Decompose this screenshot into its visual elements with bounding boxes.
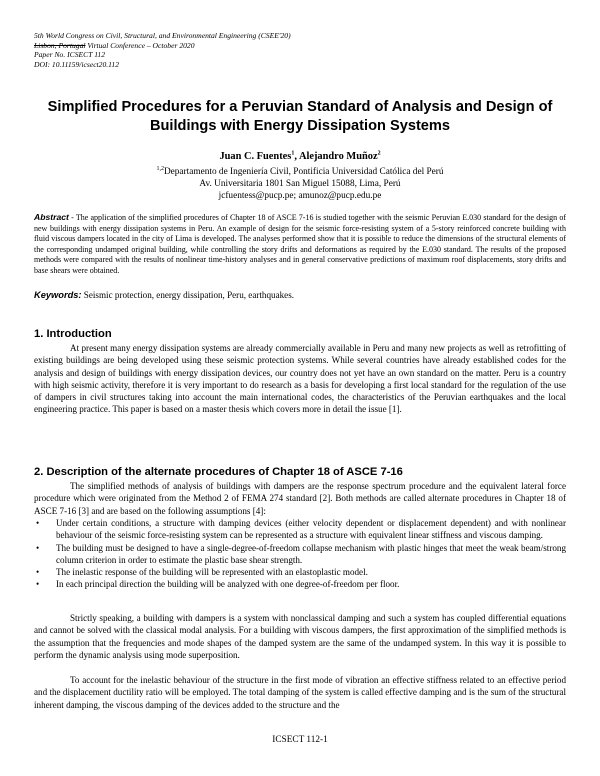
conference-location (34, 41, 291, 51)
author-1: Juan C. Fuentes (219, 151, 292, 162)
list-item: • The building must be designed to have a single-degree-of-freedom collapse mechanism with plastic hinges that meet the weak beam/strong column criterion in order to estimate the plastic base shear strength. (34, 542, 566, 567)
abstract-text: - The application of the simplified procedures of Chapter 18 of ASCE 7-16 is studied together with the seismic Peruvian E.030 standard for the design of new buildings with energy dissipation systems in Peru. An example of design for the seismic force-resisting system of a 5-story reinforced concrete building with fluid viscous dampers located in the city of Lima is developed. The analyses performed show that it is possible to reduce the dimensions of the structural elements of the corresponding undamped original building, while controlling the story drifts and deformations as required by the E.030 standard. The results of the proposed methods were compared with the results of nonlinear time-history analyses and in general conservative predictions of maximum roof displacements, story drifts and base shears were obtained. (34, 213, 566, 275)
section2-paragraph-2: Strictly speaking, a building with dampers is a system with nonclassical damping and such a system has coupled differential equations and cannot be solved with the classical modal analysis. For a building with viscous dampers, the first approximation of the simplified methods is the assumption that the frequencies and mode shapes of the damped system are the same of the undamped system. In this way it is possible to perform the dynamic analysis using mode superposition. (34, 613, 566, 660)
conference-name: 5th World Congress on Civil, Structural, and Environmental Engineering (CSEE'20) (34, 31, 291, 40)
list-item: • Under certain conditions, a structure with damping devices (either velocity dependent or displacement dependent) and with nonlinear behaviour of the seismic force-resisting system can be represented as a structure with equivalent linear stiffness and viscous damping. (34, 517, 566, 542)
keywords-text: Seismic protection, energy dissipation, Peru, earthquakes. (81, 290, 295, 300)
section-heading-introduction: 1. Introduction (34, 328, 112, 340)
affiliation-address: Av. Universitaria 1801 San Miguel 15088, Lima, Perú (199, 179, 401, 189)
affiliation-department: $^{1,2}$Departamento de Ingeniería Civil, Pontificia Universidad Católica del Perú (156, 165, 444, 177)
doi: DOI: 10.11159/icsect20.112 (34, 59, 119, 69)
intro-paragraph: At present many energy dissipation systems are already commercially available in Peru and many new projects as well as retrofitting of existing buildings are being developed using these seismic protection systems. While several countries have already established codes for the analysis and design of buildings with energy dissipation devices, our country does not yet have an own standard on the matter. Peru is a country with high seismic activity, therefore it is very important to do research as a basis for developing a first local standard for the regulation of the use of dampers in civil structures taking into account the main international codes, the characteristics of the Peruvian earthquakes and the local engineering practice. This paper is based on a master thesis which covers more in detail the issue [1]. (34, 343, 566, 415)
author-2-affiliation-mark: 2 (377, 150, 381, 157)
list-item: • The inelastic response of the building will be represented with an elastoplastic model. (34, 566, 566, 578)
affiliation (30, 166, 570, 202)
page-footer: ICSECT 112-1 (272, 735, 328, 745)
keywords (34, 290, 566, 300)
section-heading-alternate-procedures: 2. Description of the alternate procedures of Chapter 18 of ASCE 7-16 (34, 466, 403, 478)
authors: Juan C. Fuentes$^1$, Alejandro Muñoz$^2$ (219, 150, 381, 162)
affiliation-mark: 1,2 (156, 165, 164, 172)
author-emails: jcfuentess@pucp.pe; amunoz@pucp.edu.pe (218, 191, 382, 201)
section2-paragraph-3: To account for the inelastic behaviour of the structure in the first mode of vibration an effective stiffness related to an effective period and the displacement ductility ratio will be employed. The total damping of the system is called effective damping and is the sum of the structural inherent damping, the viscous damping of the devices added to the structure and the (34, 675, 566, 710)
abstract (34, 212, 566, 277)
virtual-conference-date: Virtual Conference – October 2020 (85, 40, 195, 50)
keywords-label: Keywords: (34, 290, 82, 300)
list-item: • In each principal direction the building will be analyzed with one degree-of-freedom per floor. (34, 578, 566, 590)
author-1-affiliation-mark: 1 (291, 150, 295, 157)
paper-title: Simplified Procedures for a Peruvian Standard of Analysis and Design of Buildings with Energy Dissipation Systems (47, 99, 553, 134)
section2-paragraph-1: The simplified methods of analysis of buildings with dampers are the response spectrum procedure and the equivalent lateral force procedure which were originated from the Method 2 of FEMA 274 standard [2]. Both methods are called alternate procedures in Chapter 18 of ASCE 7-16 [3] and are based on the following assumptions [4]: (34, 481, 566, 516)
paper-number: Paper No. ICSECT 112 (34, 50, 106, 60)
author-2: Alejandro Muñoz (298, 151, 378, 162)
conference-header (34, 31, 291, 69)
assumptions-list (34, 517, 566, 591)
struck-location: Lisbon, Portugal (34, 40, 86, 50)
abstract-label: Abstract (34, 212, 69, 222)
